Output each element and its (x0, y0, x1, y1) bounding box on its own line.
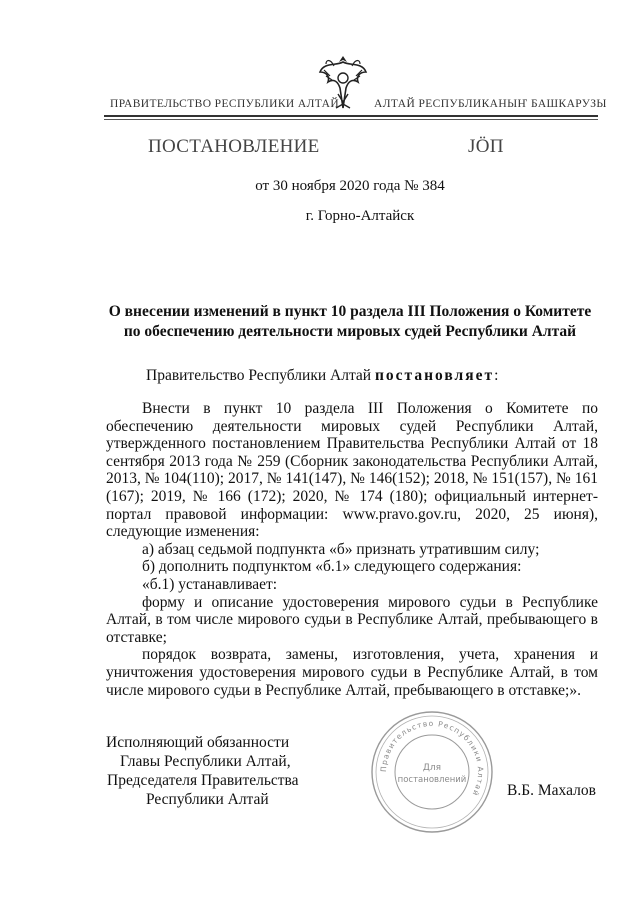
stamp-center-line2: постановлений (397, 775, 467, 785)
header-divider (104, 115, 598, 117)
signature-position (106, 733, 299, 809)
signature-line2: Главы Республики Алтай, (120, 753, 291, 770)
stamp-ring-text: Правительство Республики Алтай (378, 718, 486, 798)
doc-city: г. Горно-Алтайск (305, 208, 415, 224)
signature-line1: Исполняющий обязанности (106, 734, 290, 751)
header-right-title: АЛТАЙ РЕСПУБЛИКАНЫҤ БАШКАРУЗЫ (374, 98, 607, 110)
decree-verb: постановляет (374, 367, 495, 384)
paragraph-main: Внести в пункт 10 раздела III Положения о Комитете по обеспечению деятельности мировых судей Республики Алтай, утвержденного постановлением Правительства Республики Алтай от 18 сентября 2013 года № 259 (Сборник законодательства Республики Алтай, 2013, № 104(110); 2017, № 141(147), № 146(152); 2018, № 151(157), № 161 (167); 2019, № 166 (172); 2020, № 174 (180); официальный интернет-портал правовой информации: www.pravo.gov.ru, 2020, 25 июня), следующие изменения: (106, 400, 598, 541)
svg-text:Правительство Республики Алтай (379, 719, 485, 798)
doc-date-number: от 30 ноября 2020 года № 384 (255, 178, 445, 194)
doc-type-alt: ЈӦП (468, 136, 504, 157)
signatory-name: В.Б. Махалов (507, 782, 596, 799)
item-b1-procedure: порядок возврата, замены, изготовления, учета, хранения и уничтожения удостоверения мирового судьи в Республике Алтай, в том числе мирового судьи в Республике Алтай, пребывающего в отставке;». (106, 646, 598, 699)
doc-title (100, 302, 600, 342)
header-left-title: ПРАВИТЕЛЬСТВО РЕСПУБЛИКИ АЛТАЙ (110, 98, 340, 110)
decree-line (146, 367, 498, 385)
item-b: б) дополнить подпунктом «б.1» следующего содержания: (142, 558, 522, 576)
header-divider-thin (104, 119, 598, 120)
stamp-center-line1: Для (422, 763, 442, 773)
official-stamp (368, 708, 496, 836)
doc-title-line2: по обеспечению деятельности мировых судей Республики Алтай (123, 323, 577, 340)
decree-subject: Правительство Республики Алтай (146, 367, 375, 384)
decree-colon: : (494, 367, 499, 384)
doc-title-line1: О внесении изменений в пункт 10 раздела III Положения о Комитете (108, 303, 592, 320)
body-text (106, 400, 598, 699)
signature-line4: Республики Алтай (146, 791, 269, 808)
doc-type-ru: ПОСТАНОВЛЕНИЕ (148, 136, 320, 157)
item-b1: «б.1) устанавливает: (142, 575, 278, 593)
item-b1-form: форму и описание удостоверения мирового судьи в Республике Алтай, в том числе мирового судьи в Республике Алтай, пребывающего в отставке; (106, 593, 598, 646)
item-a: а) абзац седьмой подпункта «б» признать утратившим силу; (142, 540, 540, 558)
signature-line3: Председателя Правительства (107, 772, 299, 789)
